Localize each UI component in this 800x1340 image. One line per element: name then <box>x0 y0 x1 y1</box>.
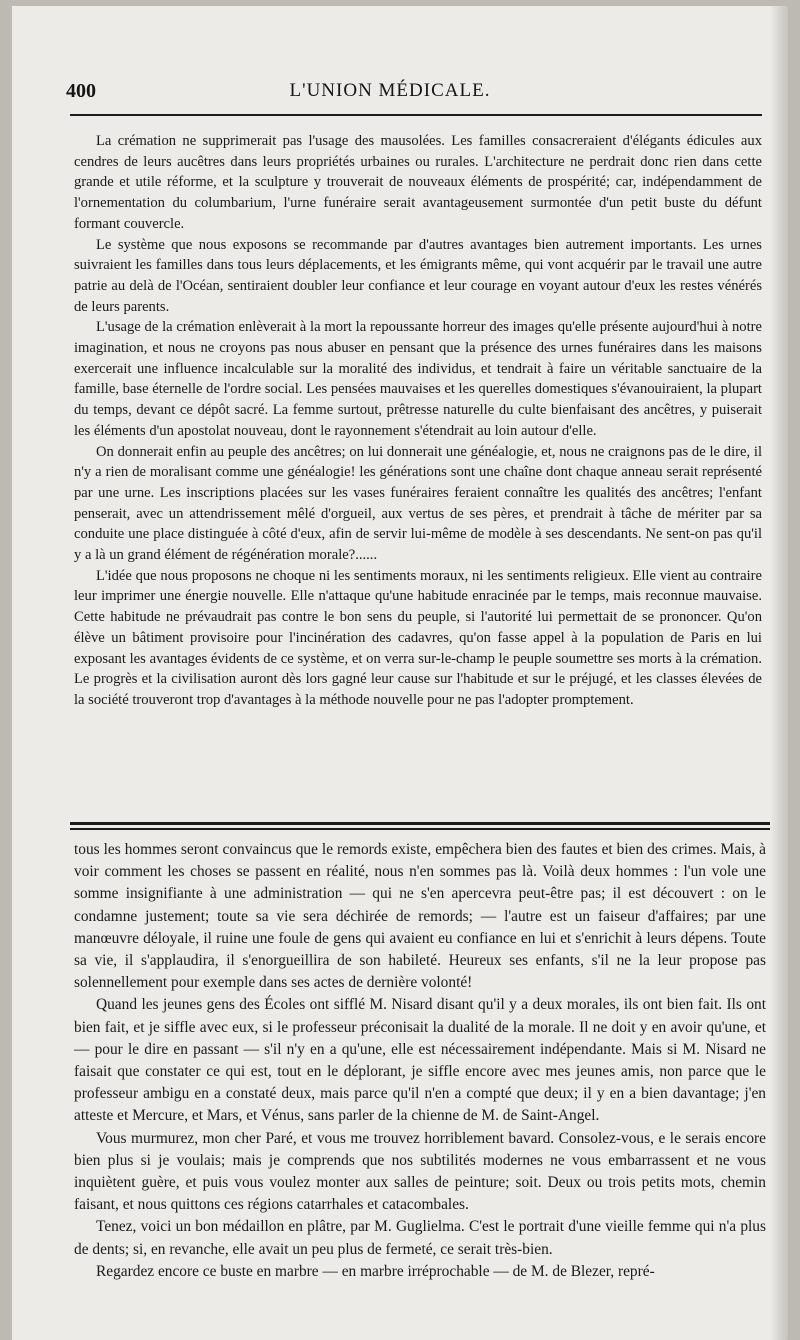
paragraph: Le système que nous exposons se recommande par d'autres avantages bien autrement importants. Les urnes suivraient les familles dans tous leurs déplacements, et les émigrants même, qui vont acquérir par le travail une autre patrie au delà de l'Océan, sentiraient doubler leur confiance et leur courage en voyant autour d'eux les restes vénérés de leurs parents. <box>74 236 762 315</box>
section-divider <box>70 822 770 830</box>
journal-title: L'UNION MÉDICALE. <box>289 80 491 101</box>
lower-article <box>74 839 766 1283</box>
paragraph: On donnerait enfin au peuple des ancêtres; on lui donnerait une généalogie, et, nous ne craignons pas de le dire, il n'y a rien de moralisant comme une généalogie! les générations sont une chaîne dont chaque anneau serait représenté par une urne. Les inscriptions placées sur les vases funéraires feraient connaître les qualités des ancêtres; l'enfant penserait, avec un attendrissement mêlé d'orgueil, aux vertus de ses pères, et prendrait à tâche de mériter par sa conduite une place distinguée à côté d'eux, afin de servir lui-même de modèle à ses descendants. Ne sent-on pas qu'il y a là un grand élément de régénération morale?...... <box>74 443 762 564</box>
continuation-paragraph: tous les hommes seront convaincus que le remords existe, empêchera bien des fautes et bien des crimes. Mais, à voir comment les choses se passent en réalité, nous n'en sommes pas là. Voilà deux hommes : l'un vole une somme insignifiante à une administration — qui ne s'en apercevra peut-être pas; il est découvert : on le condamne justement; toute sa vie sera déchirée de remords; — l'autre est un faiseur d'affaires; par une manœuvre déloyale, il ruine une foule de gens qui avaient eu confiance en lui et s'enrichit à leurs dépens. Toute sa vie, il s'applaudira, il s'enorgueillira de son habileté. Heureux ses enfants, s'il ne la leur propose pas solennellement pour exemple dans ses actes de dernière volonté! <box>74 841 766 992</box>
page-number: 400 <box>66 80 96 102</box>
page-sheet <box>12 6 788 1340</box>
paragraph: Quand les jeunes gens des Écoles ont sifflé M. Nisard disant qu'il y a deux morales, ils ont bien fait. Ils ont bien fait, et je siffle avec eux, si le professeur préconisait la dualité de la morale. Il ne doit y en avoir qu'une, et — pour le dire en passant — s'il n'y en a qu'une, elle est nécessairement indépendante. Mais si M. Nisard ne faisait que constater ce qui est, tout en le déplorant, je siffle encore avec mes jeunes amis, non parce que le professeur ambigu en a constaté deux, mais parce qu'il n'en a compté que deux; il y en a bien davantage; j'en atteste et Mercure, et Mars, et Vénus, sans parler de la chienne de M. de Saint-Angel. <box>74 996 766 1125</box>
upper-article <box>74 131 762 711</box>
paragraph: Vous murmurez, mon cher Paré, et vous me trouvez horriblement bavard. Consolez-vous, e le serais encore bien plus si je voulais; mais je comprends que nos subtilités modernes ne vous embarrassent et ne vous inquiètent guère, et puis vous voulez monter aux salles de peinture; soit. Deux ou trois petits mots, chemin faisant, et nous quittons ces régions catarrhales et catacombales. <box>74 1129 766 1214</box>
paragraph: L'usage de la crémation enlèverait à la mort la repoussante horreur des images qu'elle présente aujourd'hui à notre imagination, et nous ne croyons pas nous abuser en pensant que la présence des urnes funéraires dans les maisons exercerait une influence incalculable sur la moralité des individus, et tendrait à faire un véritable sanctuaire de la famille, base éternelle de l'ordre social. Les pensées mauvaises et les querelles domestiques s'évanouiraient, la plupart du temps, devant ce dépôt sacré. La femme surtout, prêtresse naturelle du culte bienfaisant des ancêtres, y puiserait les éléments d'un apostolat nouveau, dont le rayonnement s'étendrait au loin autour d'elle. <box>74 319 762 439</box>
paragraph: La crémation ne supprimerait pas l'usage des mausolées. Les familles consacreraient d'élégants édicules aux cendres de leurs aucêtres dans leurs propriétés urbaines ou rurales. L'architecture ne perdrait donc rien dans cette grande et utile réforme, et la sculpture y trouverait de nouveaux éléments de prospérité; car, indépendamment de l'ornementation du columbarium, l'urne funéraire serait avantageusement surmontée d'un petit buste du défunt formant couvercle. <box>74 133 762 232</box>
paragraph: L'idée que nous proposons ne choque ni les sentiments moraux, ni les sentiments religieux. Elle vient au contraire leur imprimer une énergie nouvelle. Elle n'attaque qu'une habitude enracinée par le temps, mais reconnue mauvaise. Cette habitude ne prévaudrait pas contre le bon sens du peuple, si l'autorité lui permettait de se prononcer. Qu'on élève un bâtiment provisoire pour l'incinération des cadavres, qu'on fasse appel à la population de Paris en lui exposant les avantages évidents de ce système, et on verra sur-le-champ le peuple soumettre ses morts à la crémation. Le progrès et la civilisation auront dès lors gagné leur cause sur l'habitude et sur le préjugé, et les classes élevées de la société trouveront trop d'avantages à la méthode nouvelle pour ne pas l'adopter promptement. <box>74 567 762 708</box>
paragraph: Regardez encore ce buste en marbre — en marbre irréprochable — de M. de Blezer, repré- <box>96 1262 655 1280</box>
running-header <box>12 80 768 110</box>
header-rule <box>70 114 762 116</box>
paragraph: Tenez, voici un bon médaillon en plâtre, par M. Guglielma. C'est le portrait d'une vieille femme qui n'a plus de dents; si, en revanche, elle avait un peu plus de fermeté, ce serait très-bien. <box>74 1218 766 1258</box>
